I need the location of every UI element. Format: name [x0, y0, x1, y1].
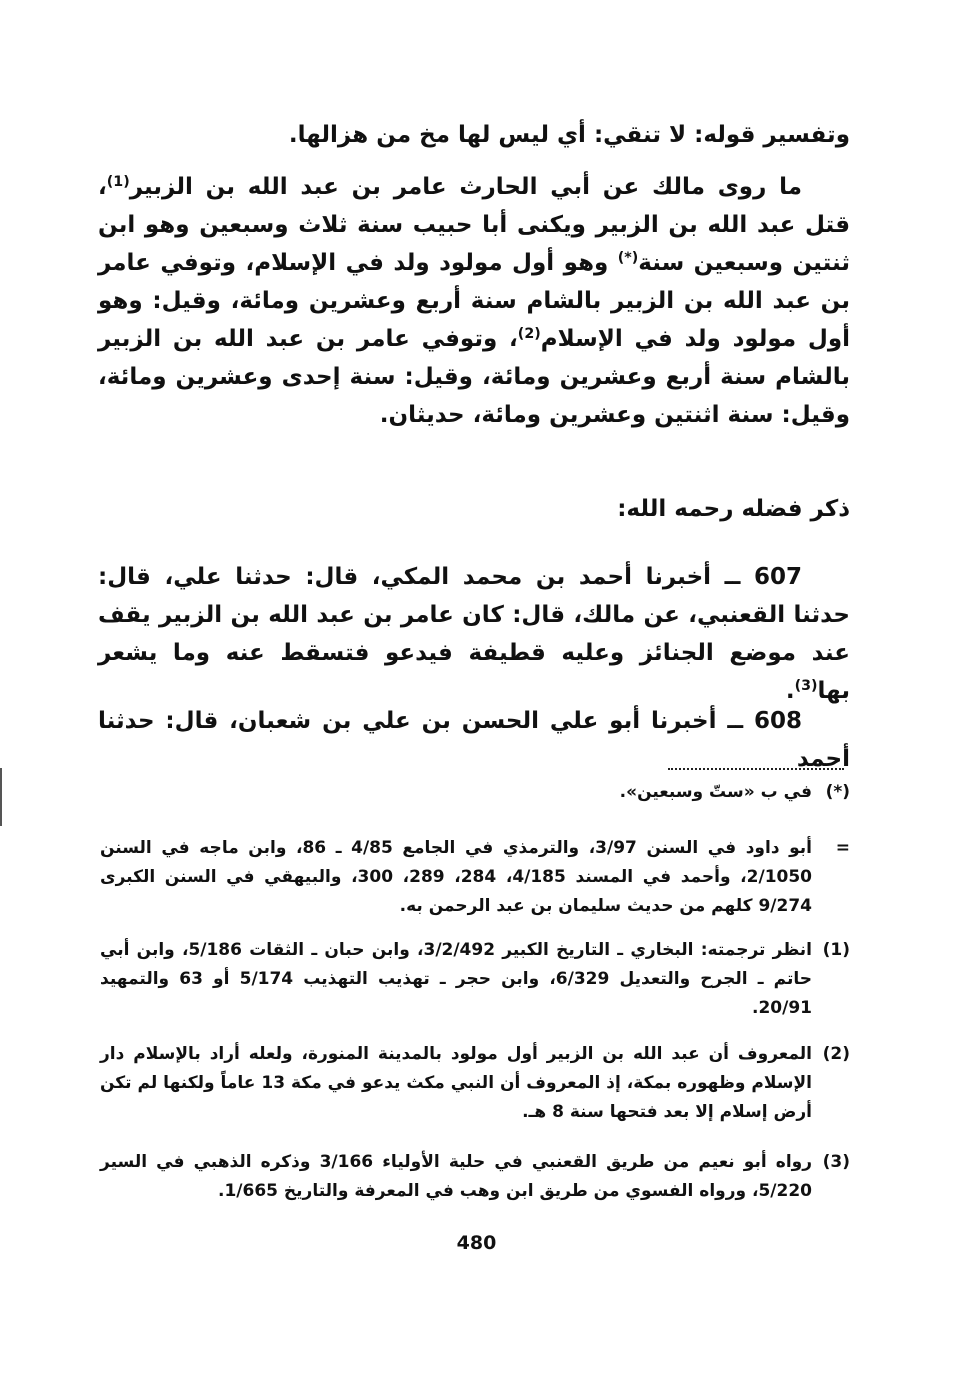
paragraph-text-a: ما روى مالك عن أبي الحارث عامر بن عبد الله بن الزبير: [129, 174, 802, 200]
footnote-2-text: المعروف أن عبد الله بن الزبير أول مولود بالمدينة المنورة، ولعله أراد بالإسلام دار الإسلام وظهوره بمكة، إذ المعروف أن النبي مكث يدعو في مكة 13 عاماً ولكنها لم تكن أرض إسلام إلا بعد فتحها سنة 8 هـ.: [100, 1044, 812, 1122]
footnote-3-text: رواه أبو نعيم من طريق القعنبي في حلية الأولياء 3/166 وذكره الذهبي في السير 5/220، ورواه الفسوي من طريق ابن وهب في المعرفة والتاريخ 1/665.: [100, 1152, 813, 1201]
footnote-continuation-text: أبو داود في السنن 3/97، والترمذي في الجامع 4/85 ـ 86، وابن ماجه في السنن 2/1050، وأحمد في المسند 4/185، 284، 289، 300، والبيهقي في السنن الكبرى 9/274 كلهم من حديث سليمان بن عبد الرحمن به.: [100, 838, 813, 916]
footnote-separator: [668, 768, 844, 770]
hadith-608: [98, 702, 850, 778]
paragraph-text-b: ، قتل عبد الله بن الزبير ويكنى أبا حبيب سنة ثلاث وسبعين وهو ابن ثنتين وسبعين سنة: [98, 174, 850, 276]
footnote-ref-1: (1): [106, 174, 130, 191]
paragraph-text-c: وهو أول مولود ولد في الإسلام، وتوفي عامر بن عبد الله بن الزبير بالشام سنة أربع وعشرين ومائة، وقيل: وهو أول مولود ولد في الإسلام: [98, 250, 850, 352]
footnote-1-text: انظر ترجمته: البخاري ـ التاريخ الكبير 3/2/492، وابن حبان ـ الثقات 5/186، وابن أبي حاتم ـ الجرح والتعديل 6/329، وابن حجر ـ تهذيب التهذيب 5/174 أو 63 والتمهيد 20/91.: [100, 940, 813, 1018]
footnote-2-marker: (2): [822, 1044, 850, 1064]
footnote-ref-star: (*): [617, 250, 639, 267]
footnote-continuation: [100, 834, 850, 921]
paragraph-malik: [98, 168, 850, 434]
footnote-3-marker: (3): [822, 1152, 850, 1172]
footnote-ref-2: (2): [517, 326, 541, 343]
hadith-608-text: أخبرنا أبو علي الحسن بن علي بن شعبان، قال: حدثنا أحمد: [98, 708, 850, 772]
intro-line-text: وتفسير قوله: لا تنقي: أي ليس لها مخ من هزالها.: [288, 122, 850, 148]
footnote-ref-3: (3): [794, 678, 818, 695]
section-heading-text: ذكر فضله رحمه الله:: [617, 496, 850, 522]
hadith-608-number: 608 ــ: [727, 708, 802, 734]
scan-edge-mark: [0, 768, 2, 826]
hadith-607: [98, 558, 850, 710]
footnote-1-marker: (1): [822, 940, 850, 960]
footnote-star-text: في ب «ستّ وسبعين».: [619, 782, 812, 802]
footnote-continuation-marker: =: [835, 838, 850, 858]
hadith-607-text: أخبرنا أحمد بن محمد المكي، قال: حدثنا علي، قال: حدثنا القعنبي، عن مالك، قال: كان عامر بن عبد الله بن الزبير يقف عند موضع الجنائز وعليه قطيفة فيدعو فتسقط عنه وما يشعر بها: [98, 564, 850, 704]
page-number: 480: [456, 1232, 497, 1254]
section-heading: [98, 490, 850, 528]
hadith-607-number: 607 ــ: [724, 564, 802, 590]
footnote-star: [100, 778, 850, 807]
intro-line: [98, 116, 850, 154]
hadith-607-end: .: [785, 678, 795, 704]
footnote-star-marker: (*): [825, 782, 850, 802]
footnote-2: [100, 1040, 850, 1127]
footnote-3: [100, 1148, 850, 1206]
footnote-1: [100, 936, 850, 1023]
paragraph-text-d: ، وتوفي عامر بن عبد الله بن الزبير بالشام سنة أربع وعشرين ومائة، وقيل: سنة إحدى وعشرين ومائة، وقيل: سنة اثنتين وعشرين ومائة، حديثان.: [98, 326, 850, 428]
